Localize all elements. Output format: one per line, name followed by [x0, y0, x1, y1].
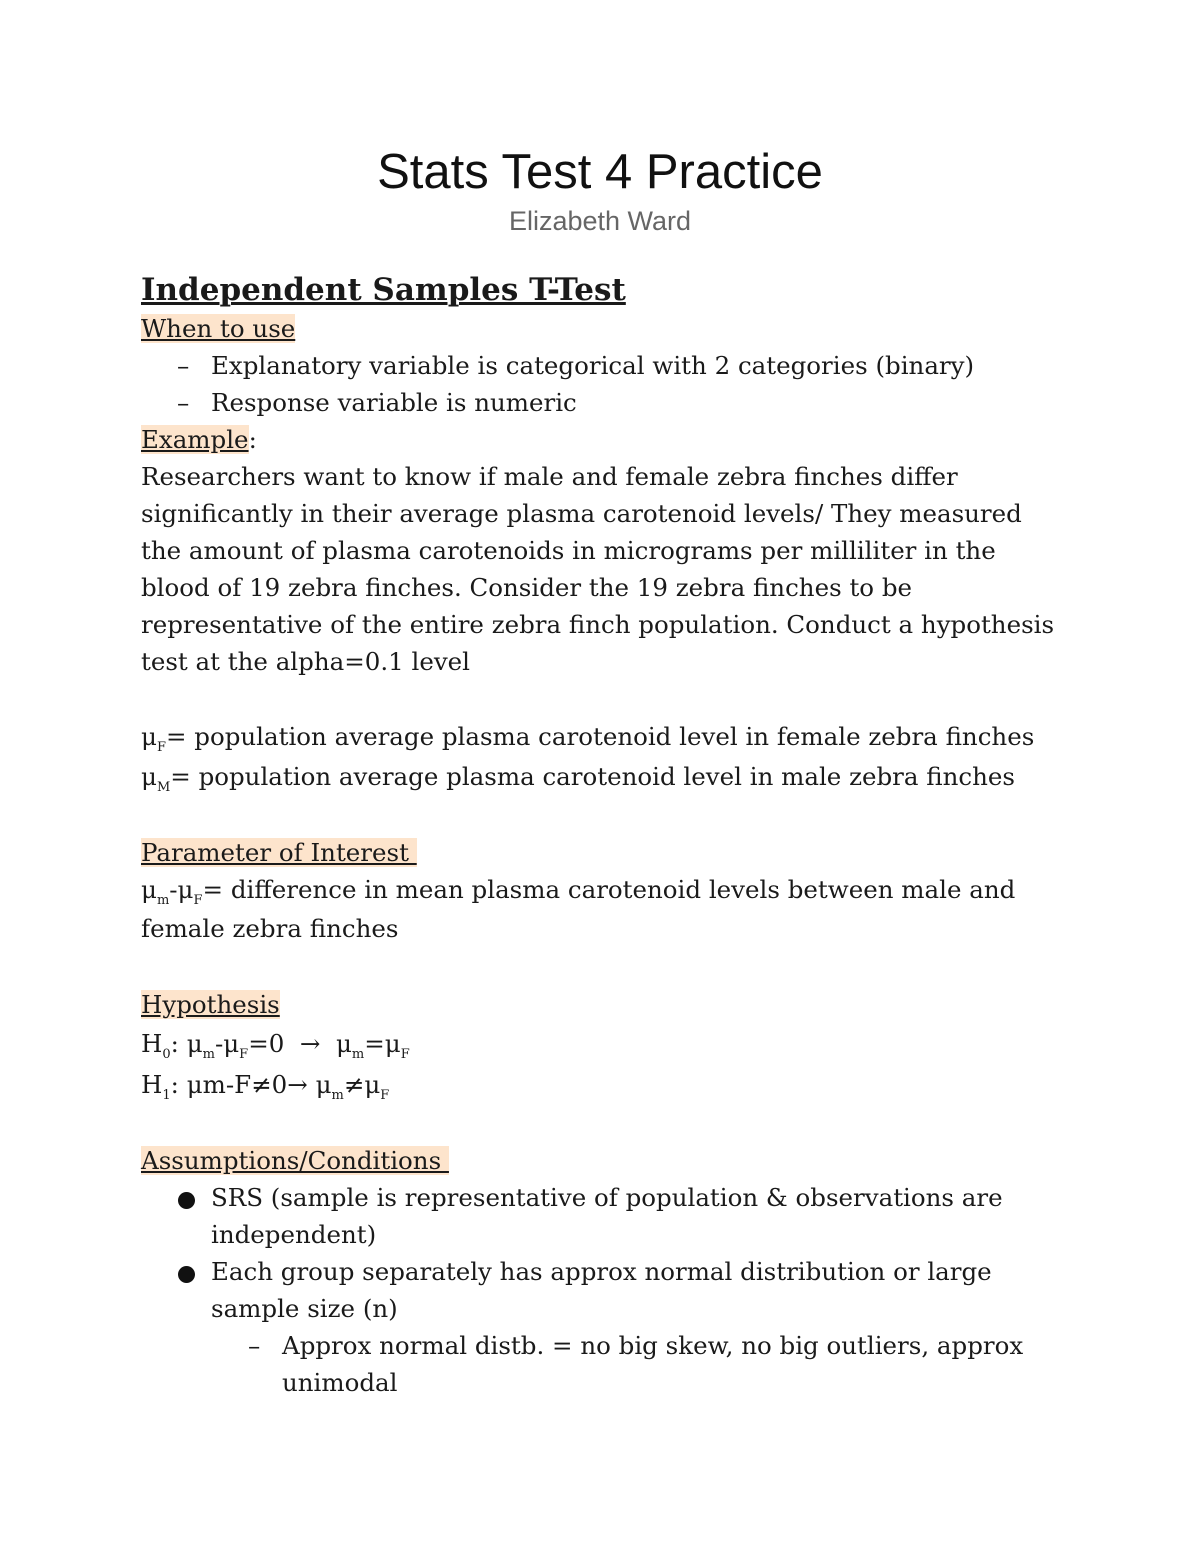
example-text-line: representative of the entire zebra finch population. Conduct a hypothesis: [141, 610, 1055, 639]
sub-item-text-line: unimodal: [282, 1368, 398, 1397]
h1-part: ≠μ: [343, 1070, 381, 1099]
document-body: [141, 270, 1071, 1401]
example-text-line: significantly in their average plasma carotenoid levels/ They measured: [141, 499, 1022, 528]
h-symbol: H: [141, 1029, 163, 1058]
parameter-text: = difference in mean plasma carotenoid levels between male and: [202, 875, 1016, 904]
when-to-use-item: [141, 347, 1071, 384]
dash-marker: –: [177, 388, 190, 417]
when-to-use-item-text: Explanatory variable is categorical with 2 categories (binary): [211, 351, 975, 380]
bullet-dot: [178, 1266, 195, 1283]
parameter-label: Parameter of Interest: [141, 838, 417, 867]
sub-item-text-line: Approx normal distb. = no big skew, no big outliers, approx: [282, 1331, 1024, 1360]
when-to-use-label: When to use: [141, 314, 296, 343]
example-text-line: Researchers want to know if male and female zebra finches differ: [141, 462, 958, 491]
spacer: [141, 680, 1071, 717]
alternative-hypothesis: [141, 1064, 1071, 1105]
h-subscript: 0: [162, 1046, 171, 1062]
bullet-text-line: sample size (n): [211, 1294, 398, 1323]
null-hypothesis: [141, 1023, 1071, 1064]
h1-part: : μm-F≠0→ μ: [170, 1070, 332, 1099]
h0-part: =0 → μ: [248, 1029, 352, 1058]
spacer: [141, 1105, 1071, 1142]
definition-text: = population average plasma carotenoid level in male zebra finches: [170, 762, 1015, 791]
mu-subscript: F: [400, 1046, 410, 1062]
h0-part: =μ: [364, 1029, 401, 1058]
assumptions-label: Assumptions/Conditions: [141, 1146, 449, 1175]
mu-subscript: m: [156, 892, 170, 908]
bullet-text-line: independent): [211, 1220, 377, 1249]
assumptions-label-line: [141, 1142, 1071, 1179]
bullet-text-line: SRS (sample is representative of population & observations are: [211, 1183, 1003, 1212]
when-to-use-item-text: Response variable is numeric: [211, 388, 577, 417]
mu-subscript: m: [331, 1087, 344, 1103]
definition-mu-m: [141, 757, 1071, 797]
hypothesis-label: Hypothesis: [141, 990, 280, 1019]
example-text-line: test at the alpha=0.1 level: [141, 647, 471, 676]
h-subscript: 1: [162, 1087, 171, 1103]
parameter-label-line: [141, 834, 1071, 871]
hypothesis-label-line: [141, 986, 1071, 1023]
h0-part: : μ: [170, 1029, 203, 1058]
mu-subscript: F: [380, 1087, 390, 1103]
dash-marker: –: [248, 1331, 261, 1360]
document-title: Stats Test 4 Practice: [377, 145, 823, 199]
when-to-use-item: [141, 384, 1071, 421]
parameter-line-2: female zebra finches: [141, 914, 399, 943]
mu-symbol: μ: [141, 722, 157, 751]
mu-subscript: F: [193, 892, 203, 908]
mu-symbol: μ: [141, 762, 157, 791]
assumption-sub-item: [141, 1327, 1071, 1401]
assumption-bullet: [141, 1179, 1071, 1253]
example-text-line: blood of 19 zebra finches. Consider the 19 zebra finches to be: [141, 573, 913, 602]
parameter-line-1: [141, 871, 1071, 909]
mu-subscript: M: [156, 779, 171, 795]
h-symbol: H: [141, 1070, 163, 1099]
definition-text: = population average plasma carotenoid level in female zebra finches: [165, 722, 1035, 751]
bullet-text-line: Each group separately has approx normal distribution or large: [211, 1257, 992, 1286]
mu-subscript: m: [202, 1046, 215, 1062]
mu-symbol: μ: [141, 875, 157, 904]
mu-subscript: m: [351, 1046, 365, 1062]
document-author: Elizabeth Ward: [508, 206, 692, 236]
when-to-use-label-line: [141, 310, 1071, 347]
mu-subscript: F: [239, 1046, 249, 1062]
bullet-dot: [178, 1192, 195, 1209]
assumption-bullet: [141, 1253, 1071, 1327]
example-label-line: [141, 421, 1071, 458]
mu-subscript: F: [156, 739, 166, 755]
dash-marker: –: [177, 351, 190, 380]
spacer: [141, 949, 1071, 986]
example-colon: :: [248, 425, 257, 454]
example-text-line: the amount of plasma carotenoids in micrograms per milliliter in the: [141, 536, 996, 565]
h0-part: -μ: [214, 1029, 240, 1058]
spacer: [141, 797, 1071, 834]
minus-mu: -μ: [169, 875, 194, 904]
section-heading: Independent Samples T-Test: [141, 272, 626, 308]
definition-mu-f: [141, 717, 1071, 757]
example-label: Example: [141, 425, 249, 454]
